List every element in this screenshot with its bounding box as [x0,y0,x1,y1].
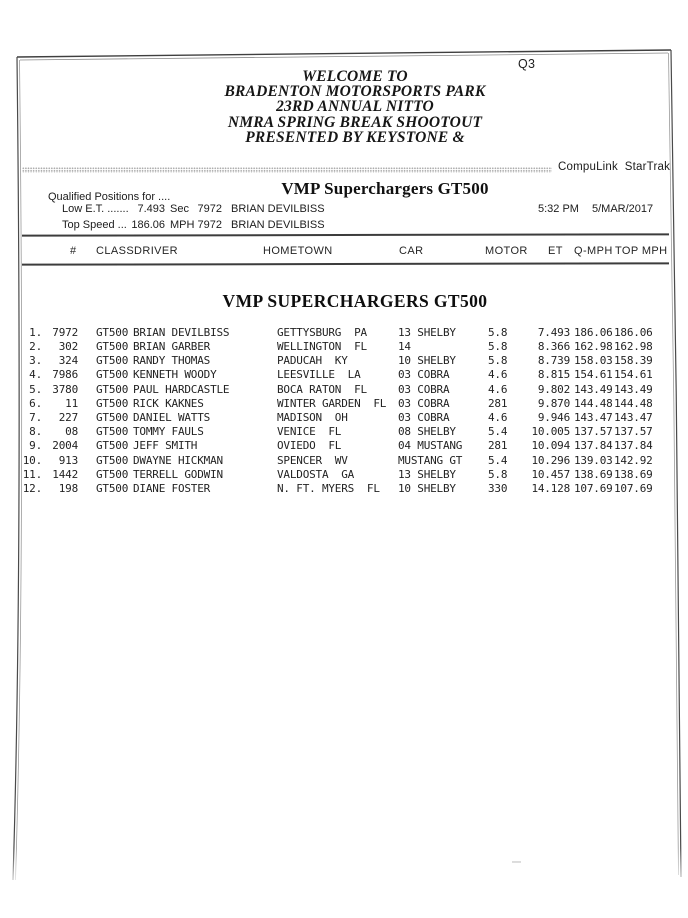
qmph-cell: 143.47 [574,411,613,424]
class-cell: GT500 [96,482,129,495]
scan-edge-fade [0,848,688,918]
top-mph-cell: 158.39 [614,354,653,367]
hometown-cell: VALDOSTA GA [277,468,355,481]
motor-cell: 5.4 [488,425,508,438]
event-header-line: WELCOME TO [302,68,408,85]
driver-cell: RANDY THOMAS [133,354,211,367]
motor-cell: 5.8 [488,468,508,481]
et-cell: 10.296 [531,454,570,467]
col-header-top-mph: TOP MPH [615,245,668,257]
car-number-cell: 198 [58,482,78,495]
low-et-value: 7.493 [137,203,165,215]
car-cell: 13 SHELBY [398,468,456,481]
top-mph-cell: 186.06 [614,326,653,339]
motor-cell: 281 [488,439,508,452]
event-header-line: 23RD ANNUAL NITTO [276,98,434,116]
et-cell: 8.815 [537,368,570,381]
car-cell: 13 SHELBY [398,326,456,339]
col-header-car: CAR [399,245,424,257]
position-cell: 12. [22,482,42,495]
position-cell: 2. [29,340,42,353]
hometown-cell: OVIEDO FL [277,439,342,452]
driver-cell: TOMMY FAULS [133,425,204,438]
car-cell: 03 COBRA [398,368,450,381]
et-cell: 8.739 [537,354,570,367]
et-cell: 8.366 [537,340,570,353]
page-quarter-label: Q3 [518,57,536,71]
top-mph-cell: 162.98 [614,340,653,353]
class-cell: GT500 [96,425,129,438]
top-mph-cell: 154.61 [614,368,653,381]
driver-cell: BRIAN GARBER [133,340,211,353]
car-number-cell: 08 [65,425,78,438]
hometown-cell: N. FT. MYERS FL [277,482,380,495]
car-cell: 03 COBRA [398,397,450,410]
car-number-cell: 324 [58,354,78,367]
car-number-cell: 7986 [52,368,78,381]
driver-cell: KENNETH WOODY [133,368,217,381]
hometown-cell: VENICE FL [277,425,342,438]
col-header-position: # [70,245,77,257]
et-cell: 10.457 [531,468,570,481]
driver-cell: RICK KAKNES [133,397,204,410]
car-number-cell: 302 [58,340,78,353]
qmph-cell: 143.49 [574,383,613,396]
car-cell: MUSTANG GT [398,454,463,467]
et-cell: 10.005 [531,425,570,438]
qualified-positions-label: Qualified Positions for .... [48,191,171,203]
hometown-cell: SPENCER WV [277,454,348,467]
motor-cell: 4.6 [488,368,508,381]
top-mph-cell: 137.57 [614,425,653,438]
car-cell: 08 SHELBY [398,425,456,438]
top-mph-cell: 143.49 [614,383,653,396]
top-speed-value: 186.06 [131,219,165,231]
motor-cell: 4.6 [488,411,508,424]
class-cell: GT500 [96,439,129,452]
qmph-cell: 139.03 [574,454,613,467]
col-header-class: CLASS [96,245,135,257]
driver-cell: BRIAN DEVILBISS [133,326,230,339]
car-cell: 03 COBRA [398,411,450,424]
top-speed-unit: MPH [170,219,195,231]
low-et-driver: BRIAN DEVILBISS [231,203,325,215]
driver-cell: DWAYNE HICKMAN [133,454,223,467]
car-cell: 03 COBRA [398,383,450,396]
car-cell: 04 MUSTANG [398,439,463,452]
top-mph-cell: 142.92 [614,454,653,467]
driver-cell: TERRELL GODWIN [133,468,223,481]
event-header-line: BRADENTON MOTORSPORTS PARK [224,83,486,101]
col-header-qmph: Q-MPH [574,245,613,257]
car-cell: 10 SHELBY [398,354,456,367]
et-cell: 10.094 [531,439,570,452]
et-cell: 9.946 [537,411,570,424]
position-cell: 10. [22,454,42,467]
qmph-cell: 162.98 [574,340,613,353]
class-cell: GT500 [96,383,129,396]
timing-system-brand: CompuLink StarTrak [558,161,671,173]
position-cell: 4. [29,368,42,381]
qmph-cell: 186.06 [574,326,613,339]
car-number-cell: 227 [58,411,78,424]
car-cell: 14 [398,340,411,353]
position-cell: 8. [29,425,42,438]
car-number-cell: 2004 [52,439,78,452]
class-cell: GT500 [96,468,129,481]
hometown-cell: WELLINGTON FL [277,340,367,353]
driver-cell: JEFF SMITH [133,439,198,452]
qmph-cell: 158.03 [574,354,613,367]
hometown-cell: BOCA RATON FL [277,383,367,396]
col-header-et: ET [548,245,563,257]
motor-cell: 5.4 [488,454,508,467]
event-header-line: PRESENTED BY KEYSTONE & [245,128,465,146]
top-speed-driver: BRIAN DEVILBISS [231,219,325,231]
low-et-unit: Sec [170,203,189,215]
car-cell: 10 SHELBY [398,482,456,495]
car-number-cell: 11 [65,397,78,410]
class-cell: GT500 [96,354,129,367]
print-date: 5/MAR/2017 [592,203,654,215]
class-cell: GT500 [96,411,129,424]
print-time: 5:32 PM [538,203,579,215]
position-cell: 9. [29,439,42,452]
position-cell: 11. [22,468,42,481]
position-cell: 3. [29,354,42,367]
class-cell: GT500 [96,326,129,339]
qmph-cell: 144.48 [574,397,613,410]
motor-cell: 281 [488,397,508,410]
driver-cell: DIANE FOSTER [133,482,211,495]
event-header-line: NMRA SPRING BREAK SHOOTOUT [227,113,483,131]
motor-cell: 330 [488,482,508,495]
class-cell: GT500 [96,340,129,353]
low-et-label: Low E.T. ....... [62,203,129,215]
qmph-cell: 137.84 [574,439,613,452]
position-cell: 1. [29,326,42,339]
col-header-hometown: HOMETOWN [263,245,333,257]
position-cell: 6. [29,397,42,410]
car-number-cell: 3780 [52,383,78,396]
driver-cell: PAUL HARDCASTLE [133,383,230,396]
driver-cell: DANIEL WATTS [133,411,211,424]
top-mph-cell: 107.69 [614,482,653,495]
car-number-cell: 7972 [52,326,78,339]
et-cell: 14.128 [531,482,570,495]
col-header-motor: MOTOR [485,245,528,257]
hometown-cell: MADISON OH [277,411,348,424]
low-et-car-number: 7972 [197,203,222,215]
hometown-cell: WINTER GARDEN FL [277,397,387,410]
hometown-cell: PADUCAH KY [277,354,348,367]
top-speed-car-number: 7972 [197,219,222,231]
top-mph-cell: 137.84 [614,439,653,452]
motor-cell: 5.8 [488,326,508,339]
motor-cell: 4.6 [488,383,508,396]
qmph-cell: 137.57 [574,425,613,438]
qmph-cell: 154.61 [574,368,613,381]
position-cell: 7. [29,411,42,424]
class-cell: GT500 [96,397,129,410]
top-mph-cell: 138.69 [614,468,653,481]
class-cell: GT500 [96,454,129,467]
qmph-cell: 107.69 [574,482,613,495]
results-section-title: VMP SUPERCHARGERS GT500 [222,291,488,311]
class-cell: GT500 [96,368,129,381]
motor-cell: 5.8 [488,340,508,353]
motor-cell: 5.8 [488,354,508,367]
hometown-cell: GETTYSBURG PA [277,326,367,339]
top-mph-cell: 143.47 [614,411,653,424]
top-speed-label: Top Speed ... [62,219,127,231]
et-cell: 9.802 [537,383,570,396]
top-mph-cell: 144.48 [614,397,653,410]
car-number-cell: 913 [58,454,78,467]
session-title: VMP Superchargers GT500 [281,179,489,198]
car-number-cell: 1442 [52,468,78,481]
qmph-cell: 138.69 [574,468,613,481]
position-cell: 5. [29,383,42,396]
et-cell: 9.870 [537,397,570,410]
col-header-driver: DRIVER [134,245,178,257]
hometown-cell: LEESVILLE LA [277,368,361,381]
et-cell: 7.493 [537,326,570,339]
